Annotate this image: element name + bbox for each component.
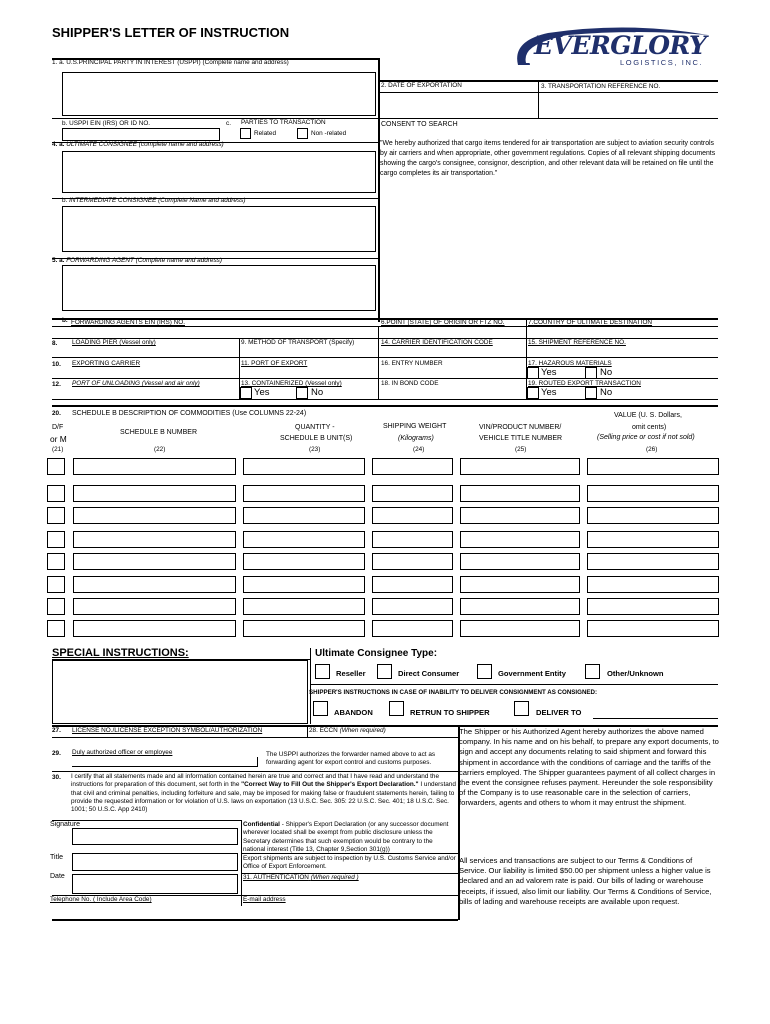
inspection-text: Export shipments are subject to inspection by U.S. Customs Service and/or Office of Export Enforcement. [243,855,456,871]
schedule-b-label: SCHEDULE B NUMBER [120,429,198,436]
f8-num: 8. [52,340,58,347]
title-label: Title [50,854,63,861]
reseller-label: Reseller [336,669,366,678]
uspi-authorization-text: The USPPI authorizes the forwarder named above to act as forwarding agent for export control and customs purposes. [266,751,436,767]
deliver-to-checkbox[interactable] [514,701,529,716]
fwd-ein-label: FORWARDING AGENTS EIN (IRS) NO. [71,319,185,326]
title-input[interactable] [72,853,238,871]
col-num-25: (25) [515,446,527,453]
vin-input[interactable] [460,531,580,548]
vin-input[interactable] [460,553,580,570]
abandon-checkbox[interactable] [313,701,328,716]
schedule-b-input[interactable] [73,531,236,548]
ein-label: b. USPPI EIN (IRS) OR ID NO. [62,120,151,127]
carrier-id-label: 14. CARRIER IDENTIFICATION CODE [381,339,493,346]
weight-input[interactable] [372,485,453,502]
license-label: LICENSE NO./LICENSE EXCEPTION SYMBOL/AUTHORIZATION [72,727,263,734]
qty-label-1: QUANTITY - [295,424,335,431]
non-related-checkbox[interactable] [297,128,308,139]
vin-input[interactable] [460,598,580,615]
weight-input[interactable] [372,598,453,615]
value-label-1: VALUE (U. S. Dollars, [614,412,682,419]
schedule-b-input[interactable] [73,598,236,615]
qty-label-2: SCHEDULE B UNIT(S) [280,435,353,442]
df-m-input[interactable] [47,507,65,524]
vin-input[interactable] [460,620,580,637]
signature-input[interactable] [72,828,238,845]
hazardous-no-label: No [600,367,613,378]
routed-export-label: 19. ROUTED EXPORT TRANSACTION [528,380,641,387]
email-label: E-mail address [243,896,286,903]
f27-num: 27. [52,727,61,734]
method-transport-label: 9. METHOD OF TRANSPORT (Specify) [241,339,355,346]
parties-num: c. [226,120,231,127]
logo-subtitle: LOGISTICS, INC. [620,58,704,67]
return-label: RETRUN TO SHIPPER [410,708,490,717]
commodities-num: 20. [52,410,61,417]
vin-input[interactable] [460,507,580,524]
df-m-input[interactable] [47,531,65,548]
uspi-name-address-input[interactable] [62,72,376,116]
field-1a-label: 1. a. U.S.PRINCIPAL PARTY IN INTEREST (USPPI) (Complete name and address) [52,59,289,66]
inability-heading: SHIPPER'S INSTRUCTIONS IN CASE OF INABILITY TO DELIVER CONSIGNMENT AS CONSIGNED: [309,689,598,696]
vin-label-2: VEHICLE TITLE NUMBER [479,435,563,442]
shipment-ref-label: 15. SHIPMENT REFERENCE NO. [528,339,626,346]
df-label: D/F [52,424,64,431]
routed-no-checkbox[interactable] [585,387,597,399]
port-unloading-label: PORT OF UNLOADING (Vessel and air only) [72,380,200,387]
value-label-3: (Selling price or cost if not sold) [597,434,695,441]
containerized-yes-label: Yes [254,387,270,398]
consent-heading: CONSENT TO SEARCH [381,121,458,128]
hazardous-yes-label: Yes [541,367,557,378]
routed-yes-checkbox[interactable] [527,387,539,399]
terms-text: All services and transactions are subject to our Terms & Conditions of Service. Our liability is limited $50.00 per shipment unless a higher value is declared and an ad valorem rate is paid. Our bills of lading or warehouse receipts, if issued, also limit our liability. Our Terms & Conditions of Service, bills of lading and warehouse receipts are available upon request. [459,856,712,906]
logo-name: EVERGLORY [534,31,707,60]
containerized-no-label: No [311,387,324,398]
col-num-26: (26) [646,446,658,453]
weight-label-1: SHIPPING WEIGHT [383,423,447,430]
in-bond-label: 18. IN BOND CODE [381,380,439,387]
special-instructions-input[interactable] [52,660,308,724]
schedule-b-input[interactable] [73,507,236,524]
containerized-label: 13. CONTAINERIZED (Vessel only) [241,380,342,387]
value-input[interactable] [587,507,719,524]
value-input[interactable] [587,458,719,475]
df-m-input[interactable] [47,576,65,593]
fwd-ein-num: b. [62,317,68,324]
company-logo [508,25,724,75]
intermediate-label: b. INTERMEDIATE CONSIGNEE (Complete Name and address) [62,197,246,204]
authorized-officer-label: Duly authorized officer or employee [72,749,173,756]
fwd-agent-label: 5. a. FORWARDING AGENT (Complete name and address) [52,257,223,264]
quantity-input[interactable] [243,507,365,524]
quantity-input[interactable] [243,531,365,548]
certification-text: I certify that all statements made and all information contained herein are true and correct and that I have read and understand the instructions for preparation of this document, set forth in the "Correct Way to Fill Out the Shipper's Export Declaration." I understand that civil and criminal penalties, including forfeiture and sale, may be imposed for making false or fraudulent statements herein, failing to provide the requested information or for violation of U.S. laws on exportation (13 U.S.C. Sec. 305: 22 U.S.C. Sec. 401; 18 U.S.C. Sec. 1001; 50 U.S.C. App 2410) [71,773,456,814]
col-num-24: (24) [413,446,425,453]
other-unknown-label: Other/Unknown [607,669,664,678]
weight-label-2: (Kilograms) [398,435,434,442]
f29-num: 29. [52,750,61,757]
government-label: Government Entity [498,669,566,678]
parties-label: PARTIES TO TRANSACTION [241,119,326,126]
routed-yes-label: Yes [541,387,557,398]
schedule-b-input[interactable] [73,576,236,593]
containerized-no-checkbox[interactable] [296,387,308,399]
df-m-input[interactable] [47,458,65,475]
consent-text: "We hereby authorized that cargo items tendered for air transportation are subject to aviation security controls by air carriers and when appropriate, other government regulations. Copies of all relevant shipping documents showing the cargo's consignee, consignor, description, and other relevant data will be retained on file until the cargo completes its air transportation." [380,140,716,178]
consignee-label: 4. a. ULTIMATE CONSIGNEE (complete name and address) [52,141,224,148]
date-label: Date [50,873,65,880]
hazardous-label: 17. HAZAROUS MATERIALS [528,360,612,367]
confidential-text: Confidential - Shipper's Export Declaration (or any successor document wherever located shall be exempt from public disclosure unless the Secretary determines that such exemption would be contrary to the national interest (Title 13, Chapter 9,Section 301(g)) [243,821,449,853]
direct-consumer-label: Direct Consumer [398,669,460,678]
signature-label: Signature [50,821,80,828]
point-origin-label: 6.POINT (STATE) OF ORIGIN OR FTZ NO. [381,319,505,326]
containerized-yes-checkbox[interactable] [240,387,252,399]
quantity-input[interactable] [243,620,365,637]
email-input[interactable] [243,904,457,918]
return-checkbox[interactable] [389,701,404,716]
schedule-b-input[interactable] [73,485,236,502]
quantity-input[interactable] [243,576,365,593]
or-m-label: or M [50,434,67,444]
schedule-b-input[interactable] [73,458,236,475]
quantity-input[interactable] [243,598,365,615]
weight-input[interactable] [372,458,453,475]
weight-input[interactable] [372,553,453,570]
other-unknown-checkbox[interactable] [585,664,600,679]
df-m-input[interactable] [47,553,65,570]
non-related-label: Non -related [311,130,347,137]
hazardous-no-checkbox[interactable] [585,367,597,379]
deliver-to-label: DELIVER TO [536,708,582,717]
vin-input[interactable] [460,576,580,593]
date-input[interactable] [72,874,238,894]
government-checkbox[interactable] [477,664,492,679]
quantity-input[interactable] [243,485,365,502]
direct-consumer-checkbox[interactable] [377,664,392,679]
value-input[interactable] [587,576,719,593]
schedule-b-input[interactable] [73,553,236,570]
reseller-checkbox[interactable] [315,664,330,679]
f12-num: 12. [52,381,61,388]
value-label-2: omit cents) [632,424,667,431]
country-dest-label: 7.COUNTRY OF ULTIMATE DESTINATION [528,319,653,326]
abandon-label: ABANDON [334,708,373,717]
hazardous-yes-checkbox[interactable] [527,367,539,379]
value-input[interactable] [587,553,719,570]
telephone-label: Telephone No. ( Include Area Code) [50,896,152,903]
df-m-input[interactable] [47,598,65,615]
deliver-to-input[interactable] [594,703,718,717]
uspi-ein-input[interactable] [62,128,220,141]
page-title: SHIPPER'S LETTER OF INSTRUCTION [52,25,290,40]
related-label: Related [254,130,277,137]
loading-pier-label: LOADING PIER (Vessel only) [72,339,156,346]
transport-ref-input[interactable] [540,93,716,117]
commodities-title: SCHEDULE B DESCRIPTION OF COMMODITIES (Use COLUMNS 22-24) [72,410,307,417]
date-export-input[interactable] [380,93,536,117]
quantity-input[interactable] [243,458,365,475]
vin-input[interactable] [460,485,580,502]
transport-ref-label: 3. TRANSPORTATION REFERENCE NO. [541,83,661,90]
value-input[interactable] [587,620,719,637]
intermediate-input[interactable] [62,206,376,252]
port-export-label: 11. PORT OF EXPORT [241,360,308,367]
consignee-type-label: Ultimate Consignee Type: [315,648,438,659]
df-m-input[interactable] [47,620,65,637]
weight-input[interactable] [372,576,453,593]
weight-input[interactable] [372,531,453,548]
eccn-label: 28. ECCN (When required) [309,727,386,734]
entry-number-label: 16. ENTRY NUMBER [381,360,443,367]
weight-input[interactable] [372,620,453,637]
routed-no-label: No [600,387,613,398]
weight-input[interactable] [372,507,453,524]
exporting-carrier-label: EXPORTING CARRIER [72,360,141,367]
authorized-officer-input[interactable] [72,757,258,767]
special-instructions-title: SPECIAL INSTRUCTIONS: [52,647,189,659]
df-m-input[interactable] [47,485,65,502]
value-input[interactable] [587,598,719,615]
related-checkbox[interactable] [240,128,251,139]
telephone-input[interactable] [52,904,240,918]
f10-num: 10. [52,361,61,368]
col-num-23: (23) [309,446,321,453]
col-num-22: (22) [154,446,166,453]
col-num-21: (21) [52,446,64,453]
agent-authorization-text: The Shipper or his Authorized Agent hereby authorizes the above named company. In his name and on his behalf, to prepare any export documents, to sign and accept any documents relating to said shipment and forward this shipment in accordance with the conditions of carriage and the tariffs of the carriers employed. The Shipper guarantees payment of all collect charges in the event the consignee refuses payment. Hereunder the sole responsibility of the Company is to use reasonable care in the selection of carriers, forwarders, agents and others to whom it may entrust the shipment. [459,727,719,808]
f30-num: 30. [52,774,61,781]
fwd-agent-input[interactable] [62,265,376,311]
value-input[interactable] [587,485,719,502]
value-input[interactable] [587,531,719,548]
quantity-input[interactable] [243,553,365,570]
authentication-label: 31. AUTHENTICATION (When required ) [243,874,359,881]
vin-input[interactable] [460,458,580,475]
consignee-input[interactable] [62,151,376,193]
schedule-b-input[interactable] [73,620,236,637]
vin-label-1: VIN/PRODUCT NUMBER/ [479,424,562,431]
date-export-label: 2. DATE OF EXPORTATION [381,82,462,89]
